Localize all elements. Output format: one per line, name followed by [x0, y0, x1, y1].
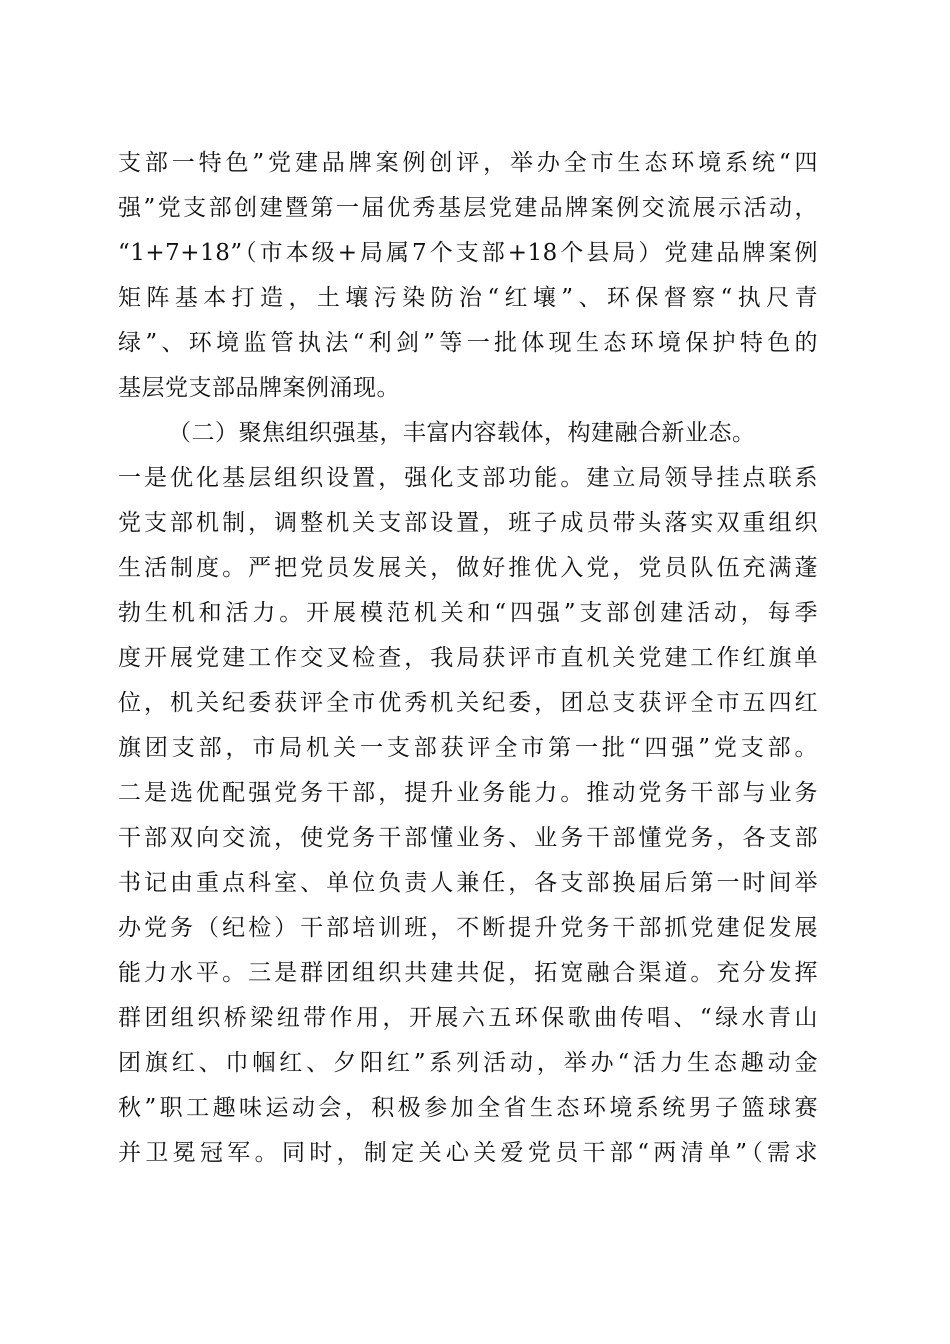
- text-line: 能力水平。三是群团组织共建共促，拓宽融合渠道。充分发挥: [118, 960, 818, 986]
- text-line: 绿”、环境监管执法“利剑”等一批体现生态环境保护特色的: [118, 330, 818, 356]
- text-line: 一是优化基层组织设置，强化支部功能。建立局领导挂点联系: [118, 465, 818, 491]
- text-line: 党支部机制，调整机关支部设置，班子成员带头落实双重组织: [118, 510, 818, 536]
- text-line: 干部双向交流，使党务干部懂业务、业务干部懂党务，各支部: [118, 825, 818, 851]
- text-line: 团旗红、巾帼红、夕阳红”系列活动，举办“活力生态趣动金: [118, 1050, 818, 1076]
- text-line: 群团组织桥梁纽带作用，开展六五环保歌曲传唱、“绿水青山: [118, 1005, 818, 1031]
- text-line: 位，机关纪委获评全市优秀机关纪委，团总支获评全市五四红: [118, 690, 818, 716]
- text-line: 旗团支部，市局机关一支部获评全市第一批“四强”党支部。: [118, 735, 818, 761]
- text-line: “1+7+18”（市本级+局属7个支部+18个县局）党建品牌案例: [118, 240, 818, 266]
- body-text: [118, 141, 818, 1176]
- text-line: 办党务（纪检）干部培训班，不断提升党务干部抓党建促发展: [118, 915, 818, 941]
- text-line: 强”党支部创建暨第一届优秀基层党建品牌案例交流展示活动，: [118, 195, 818, 221]
- text-line: 并卫冕冠军。同时，制定关心关爱党员干部“两清单”（需求: [118, 1140, 818, 1166]
- text-line: 矩阵基本打造，土壤污染防治“红壤”、环保督察“执尺青: [118, 285, 818, 311]
- text-line: 秋”职工趣味运动会，积极参加全省生态环境系统男子篮球赛: [118, 1095, 818, 1121]
- text-line: 勃生机和活力。开展模范机关和“四强”支部创建活动，每季: [118, 600, 818, 626]
- section-heading-line: （二）聚焦组织强基，丰富内容载体，构建融合新业态。: [168, 420, 756, 446]
- text-line: 支部一特色”党建品牌案例创评，举办全市生态环境系统“四: [118, 150, 818, 176]
- text-line: 基层党支部品牌案例涌现。: [118, 375, 400, 401]
- text-line: 生活制度。严把党员发展关，做好推优入党，党员队伍充满蓬: [118, 555, 818, 581]
- text-line: 二是选优配强党务干部，提升业务能力。推动党务干部与业务: [118, 780, 818, 806]
- text-line: 度开展党建工作交叉检查，我局获评市直机关党建工作红旗单: [118, 645, 818, 671]
- text-line: 书记由重点科室、单位负责人兼任，各支部换届后第一时间举: [118, 870, 818, 896]
